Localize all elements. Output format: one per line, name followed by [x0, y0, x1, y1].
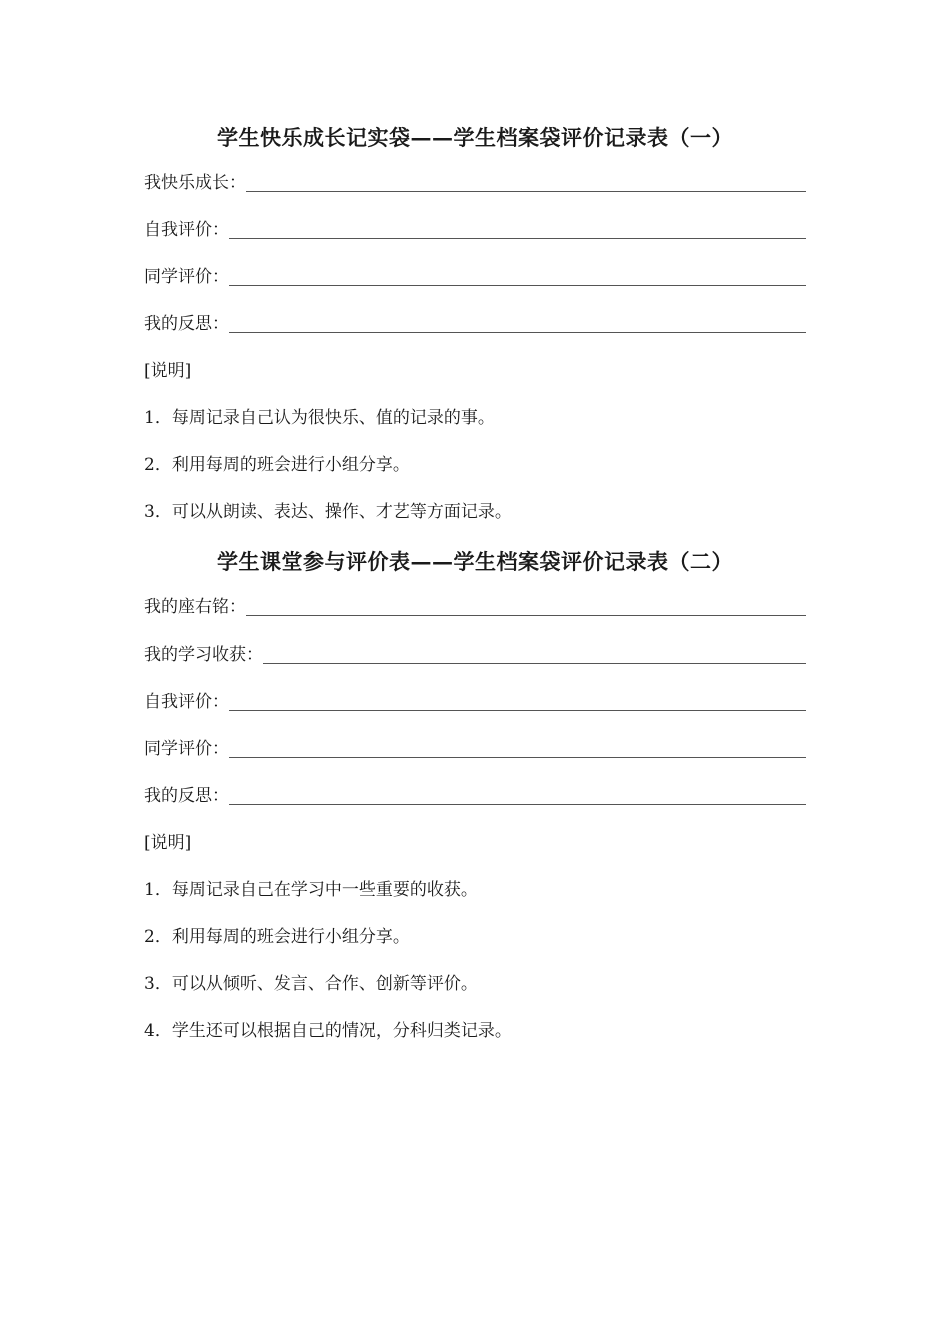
motto-blank-line[interactable]	[246, 614, 806, 616]
note-item: 1．每周记录自己认为很快乐、值的记录的事。	[144, 408, 495, 428]
note-item: 4．学生还可以根据自己的情况，分科归类记录。	[144, 1021, 512, 1041]
peer-evaluation-field	[144, 736, 806, 762]
self-evaluation-field	[144, 217, 806, 243]
field-label: 我的反思：	[144, 314, 229, 334]
note-item: 3．可以从朗读、表达、操作、才艺等方面记录。	[144, 502, 512, 522]
notes-heading: [说明]	[144, 833, 192, 853]
note-item: 1．每周记录自己在学习中一些重要的收获。	[144, 880, 478, 900]
notes-heading: [说明]	[144, 361, 192, 381]
peer-evaluation-blank-line[interactable]	[229, 756, 806, 758]
field-label: 同学评价：	[144, 267, 229, 287]
happy-growth-blank-line[interactable]	[246, 190, 806, 192]
self-evaluation-blank-line[interactable]	[229, 709, 806, 711]
note-item: 2．利用每周的班会进行小组分享。	[144, 455, 410, 475]
section1-title: 学生快乐成长记实袋——学生档案袋评价记录表（一）	[217, 125, 733, 150]
reflection-blank-line[interactable]	[229, 803, 806, 805]
field-label: 我的学习收获：	[144, 645, 263, 665]
self-evaluation-field	[144, 689, 806, 715]
self-evaluation-blank-line[interactable]	[229, 237, 806, 239]
section2-title: 学生课堂参与评价表——学生档案袋评价记录表（二）	[217, 549, 733, 574]
reflection-field	[144, 783, 806, 809]
field-label: 我快乐成长：	[144, 173, 246, 193]
happy-growth-field	[144, 170, 806, 196]
field-label: 自我评价：	[144, 692, 229, 712]
peer-evaluation-field	[144, 264, 806, 290]
field-label: 自我评价：	[144, 220, 229, 240]
field-label: 我的反思：	[144, 786, 229, 806]
learning-gains-field	[144, 642, 806, 668]
learning-gains-blank-line[interactable]	[263, 662, 806, 664]
motto-field	[144, 594, 806, 620]
note-item: 3．可以从倾听、发言、合作、创新等评价。	[144, 974, 478, 994]
peer-evaluation-blank-line[interactable]	[229, 284, 806, 286]
reflection-field	[144, 311, 806, 337]
field-label: 我的座右铭：	[144, 597, 246, 617]
field-label: 同学评价：	[144, 739, 229, 759]
reflection-blank-line[interactable]	[229, 331, 806, 333]
note-item: 2．利用每周的班会进行小组分享。	[144, 927, 410, 947]
